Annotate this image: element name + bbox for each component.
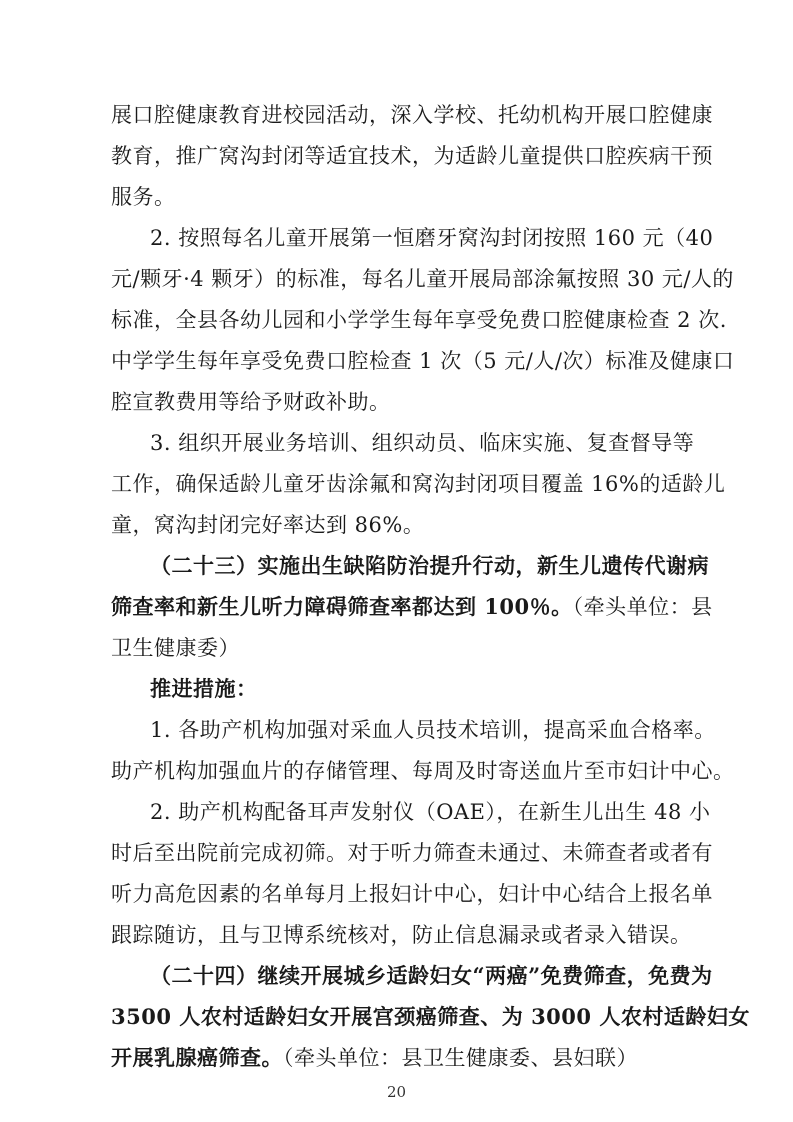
list-item-1-line: 1. 各助产机构加强对采血人员技术培训，提高采血合格率。 [150, 718, 716, 742]
body-text-line: 教育，推广窝沟封闭等适宜技术，为适龄儿童提供口腔疾病干预 [111, 144, 713, 168]
section-heading-23-line [111, 587, 713, 627]
section-heading-24-line: （二十四）继续开展城乡适龄妇女“两癌”免费筛查，免费为 [150, 963, 713, 988]
section-heading-23-text: 筛查率和新生儿听力障碍筛查率都达到 100％。 [111, 594, 573, 619]
body-text-line: 助产机构加强血片的存储管理、每周及时寄送血片至市妇计中心。 [111, 759, 735, 783]
list-item-3-line: 3. 组织开展业务培训、组织动员、临床实施、复查督导等 [150, 431, 695, 455]
section-heading-24-line [111, 1038, 691, 1078]
body-text-line: 展口腔健康教育进校园活动，深入学校、托幼机构开展口腔健康 [111, 103, 713, 127]
body-text-line: 标准，全县各幼儿园和小学学生每年享受免费口腔健康检查 2 次. [111, 308, 727, 332]
body-text-line: 听力高危因素的名单每月上报妇计中心，妇计中心结合上报名单 [111, 882, 713, 906]
body-text-line: 跟踪随访，且与卫博系统核对，防止信息漏录或者录入错误。 [111, 923, 692, 947]
lead-unit-text: （牵头单位：县 [572, 595, 713, 619]
measures-heading: 推进措施： [150, 676, 258, 701]
body-text-line: 时后至出院前完成初筛。对于听力筛查未通过、未筛查者或者有 [111, 841, 713, 865]
section-heading-24-line: 3500 人农村适龄妇女开展宫颈癌筛查、为 3000 人农村适龄妇女 [111, 1004, 750, 1029]
body-text-line: 童，窝沟封闭完好率达到 86%。 [111, 513, 425, 537]
lead-unit-text: （牵头单位：县卫生健康委、县妇联） [283, 1046, 638, 1070]
body-text-line: 中学学生每年享受免费口腔检查 1 次（5 元/人/次）标准及健康口 [111, 349, 735, 373]
body-text-line: 腔宣教费用等给予财政补助。 [111, 390, 391, 414]
section-heading-24-text: 开展乳腺癌筛查。 [111, 1045, 283, 1070]
list-item-2-line: 2. 按照每名儿童开展第一恒磨牙窝沟封闭按照 160 元（40 [150, 226, 714, 250]
body-text-line: 工作，确保适龄儿童牙齿涂氟和窝沟封闭项目覆盖 16%的适龄儿 [111, 472, 726, 496]
section-heading-23-line: （二十三）实施出生缺陷防治提升行动，新生儿遗传代谢病 [150, 553, 709, 578]
page-number: 20 [386, 1083, 407, 1101]
lead-unit-line: 卫生健康委） [111, 636, 240, 660]
body-text-line: 服务。 [111, 185, 176, 209]
body-text-line: 元/颗牙·4 颗牙）的标准，每名儿童开展局部涂氟按照 30 元/人的 [111, 267, 734, 291]
list-item-2-line: 2. 助产机构配备耳声发射仪（OAE），在新生儿出生 48 小 [150, 800, 711, 824]
